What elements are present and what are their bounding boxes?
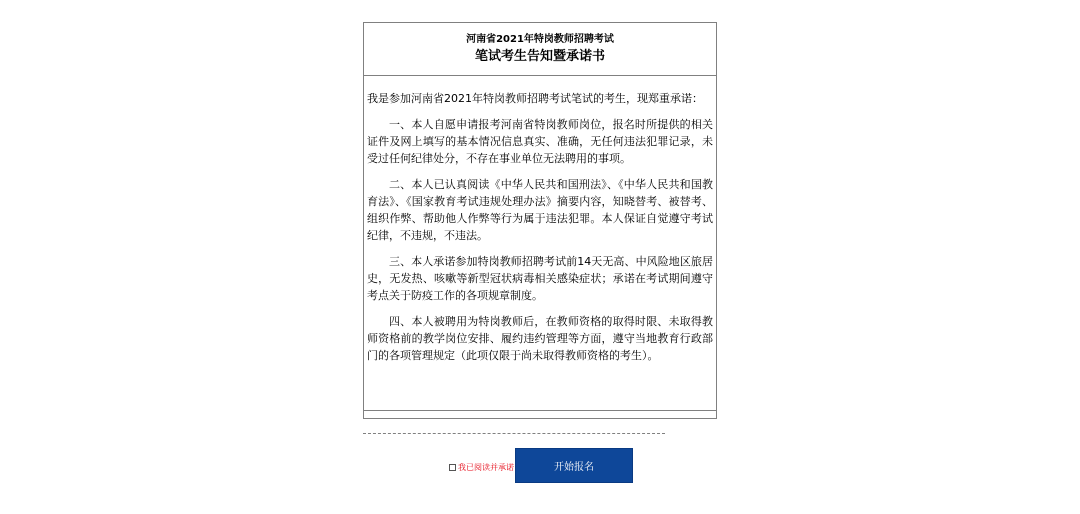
notice-paragraph-3: 三、本人承诺参加特岗教师招聘考试前14天无高、中风险地区旅居史，无发热、咳嗽等新型冠状病毒相关感染症状；承诺在考试期间遵守考点关于防疫工作的各项规章制度。 [367, 255, 713, 302]
agreement-row[interactable] [449, 460, 514, 474]
start-registration-button[interactable]: 开始报名 [515, 448, 633, 483]
notice-intro: 我是参加河南省2021年特岗教师招聘考试笔试的考生，现郑重承诺： [367, 92, 703, 105]
dashed-separator [363, 433, 665, 434]
notice-subtitle: 河南省2021年特岗教师招聘考试 [466, 34, 614, 45]
notice-footer-divider [364, 410, 716, 411]
notice-paragraph-2: 二、本人已认真阅读《中华人民共和国刑法》、《中华人民共和国教育法》、《国家教育考试违规处理办法》摘要内容，知晓替考、被替考、组织作弊、帮助他人作弊等行为属于违法犯罪。本人保证自觉遵守考试纪律，不违规，不违法。 [367, 178, 713, 242]
notice-paragraph-4: 四、本人被聘用为特岗教师后，在教师资格的取得时限、未取得教师资格前的教学岗位安排、履约违约管理等方面，遵守当地教育行政部门的各项管理规定（此项仅限于尚未取得教师资格的考生）。 [367, 315, 713, 362]
agree-label[interactable]: 我已阅读并承诺 [458, 462, 514, 472]
notice-paragraph-1: 一、本人自愿申请报考河南省特岗教师岗位，报名时所提供的相关证件及网上填写的基本情况信息真实、准确，无任何违法犯罪记录，未受过任何纪律处分，不存在事业单位无法聘用的事项。 [367, 118, 713, 165]
notice-box [363, 22, 717, 419]
notice-content[interactable] [364, 76, 716, 364]
agree-checkbox[interactable] [449, 464, 456, 471]
notice-header [364, 23, 716, 76]
notice-title: 笔试考生告知暨承诺书 [474, 49, 605, 64]
